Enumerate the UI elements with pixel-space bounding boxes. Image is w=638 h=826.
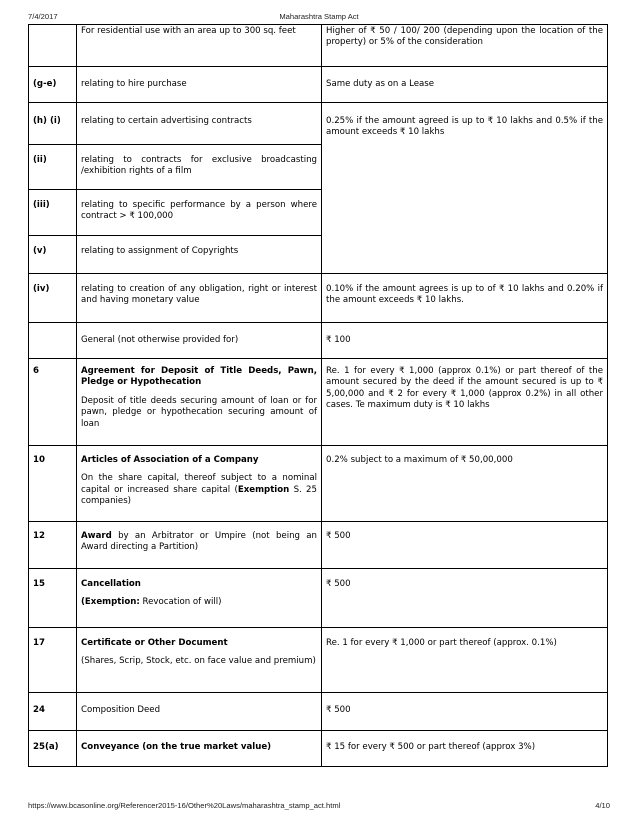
- page-header: [0, 12, 638, 24]
- article-cell: (iii): [29, 190, 77, 236]
- table-row: [29, 731, 608, 767]
- description-cell: relating to creation of any obligation, right or interest and having monetary value: [77, 274, 322, 323]
- description-cell: [77, 628, 322, 693]
- description-cell: [77, 446, 322, 522]
- table-row: [29, 274, 608, 323]
- duty-cell: ₹ 15 for every ₹ 500 or part thereof (approx 3%): [322, 731, 608, 767]
- table-row: [29, 25, 608, 67]
- article-title: Certificate or Other Document: [81, 638, 228, 648]
- duty-cell: Re. 1 for every ₹ 1,000 or part thereof (approx. 0.1%): [322, 628, 608, 693]
- article-cell: 6: [29, 359, 77, 446]
- article-cell: 24: [29, 693, 77, 731]
- article-cell: (g-e): [29, 67, 77, 103]
- article-title: Cancellation: [81, 579, 141, 589]
- description-cell: relating to specific performance by a person where contract > ₹ 100,000: [77, 190, 322, 236]
- article-title: Agreement for Deposit of Title Deeds, Pawn, Pledge or Hypothecation: [81, 366, 317, 388]
- description-cell: relating to hire purchase: [77, 67, 322, 103]
- table-row: [29, 522, 608, 569]
- article-title: Articles of Association of a Company: [81, 455, 259, 465]
- duty-cell: ₹ 100: [322, 323, 608, 359]
- table-row: [29, 628, 608, 693]
- duty-cell: Re. 1 for every ₹ 1,000 (approx 0.1%) or part thereof of the amount secured by the deed if the amount secured is up to ₹ 5,00,000 and ₹ 2 for every ₹ 1,000 (approx 0.2%) in all other cases. Te maximum duty is ₹ 10 lakhs: [322, 359, 608, 446]
- description-cell: [77, 731, 322, 767]
- description-cell: Composition Deed: [77, 693, 322, 731]
- document-title: Maharashtra Stamp Act: [279, 12, 359, 21]
- article-cell: 10: [29, 446, 77, 522]
- description-cell: For residential use with an area up to 300 sq. feet: [77, 25, 322, 67]
- print-date: 7/4/2017: [28, 12, 58, 21]
- duty-cell: ₹ 500: [322, 569, 608, 628]
- article-cell: (v): [29, 236, 77, 274]
- exemption-label: Exemption: [237, 484, 290, 495]
- article-description: On the share capital, thereof subject to a nominal capital or increased share capital (Exemption S. 25 companies): [81, 473, 317, 507]
- article-cell: 25(a): [29, 731, 77, 767]
- description-cell: [77, 569, 322, 628]
- article-description: (Shares, Scrip, Stock, etc. on face value and premium): [81, 656, 316, 667]
- duty-cell: Higher of ₹ 50 / 100/ 200 (depending upon the location of the property) or 5% of the consideration: [322, 25, 608, 67]
- duty-cell: ₹ 500: [322, 693, 608, 731]
- article-cell: (h) (i): [29, 103, 77, 145]
- article-cell: 12: [29, 522, 77, 569]
- table-row: [29, 569, 608, 628]
- page-footer: [0, 801, 638, 813]
- article-description: by an Arbitrator or Umpire (not being an Award directing a Partition): [81, 531, 317, 553]
- description-cell: [77, 522, 322, 569]
- table-row: [29, 446, 608, 522]
- description-cell: General (not otherwise provided for): [77, 323, 322, 359]
- exemption-label: (Exemption:: [81, 597, 140, 608]
- table-row: [29, 323, 608, 359]
- article-cell: 17: [29, 628, 77, 693]
- article-description: Deposit of title deeds securing amount of loan or for pawn, pledge or hypothecation securing amount of loan: [81, 395, 317, 429]
- stamp-duty-table: [28, 24, 608, 767]
- duty-cell: ₹ 500: [322, 522, 608, 569]
- description-cell: relating to certain advertising contracts: [77, 103, 322, 145]
- description-cell: relating to assignment of Copyrights: [77, 236, 322, 274]
- duty-cell: 0.2% subject to a maximum of ₹ 50,00,000: [322, 446, 608, 522]
- article-cell: 15: [29, 569, 77, 628]
- duty-cell: Same duty as on a Lease: [322, 67, 608, 103]
- duty-cell: 0.25% if the amount agreed is up to ₹ 10 lakhs and 0.5% if the amount exceeds ₹ 10 lakhs: [322, 103, 608, 274]
- table-row: [29, 693, 608, 731]
- page-number: 4/10: [595, 801, 610, 810]
- article-title: Conveyance (on the true market value): [81, 742, 272, 752]
- article-cell: (iv): [29, 274, 77, 323]
- description-cell: [77, 359, 322, 446]
- description-cell: relating to contracts for exclusive broadcasting /exhibition rights of a film: [77, 145, 322, 190]
- table-row: [29, 67, 608, 103]
- article-title: Award: [81, 531, 112, 541]
- article-cell: [29, 323, 77, 359]
- article-cell: [29, 25, 77, 67]
- table-row: [29, 359, 608, 446]
- article-cell: (ii): [29, 145, 77, 190]
- source-url: https://www.bcasonline.org/Referencer2015-16/Other%20Laws/maharashtra_stamp_act.html: [28, 801, 341, 810]
- article-description: (Exemption: Revocation of will): [81, 597, 222, 608]
- duty-cell: 0.10% if the amount agrees is up to of ₹ 10 lakhs and 0.20% if the amount exceeds ₹ 10 lakhs.: [322, 274, 608, 323]
- table-row: [29, 103, 608, 145]
